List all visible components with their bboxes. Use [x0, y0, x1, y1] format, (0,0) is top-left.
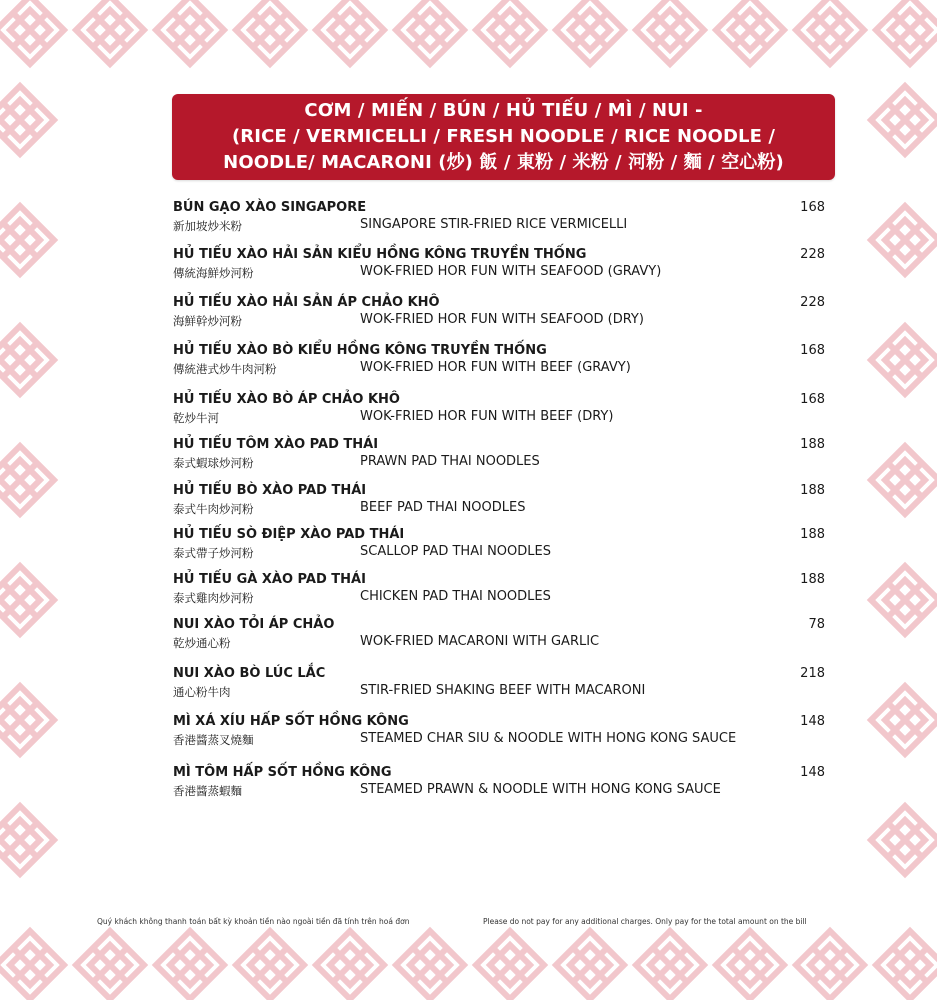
menu-item: [172, 572, 832, 612]
item-name: MÌ XÁ XÍU HẤP SỐT HỒNG KÔNG: [173, 714, 409, 729]
menu-item: [172, 714, 832, 754]
menu-item: [172, 343, 832, 383]
item-price: 148: [800, 765, 825, 780]
item-name: MÌ TÔM HẤP SỐT HỒNG KÔNG: [173, 765, 392, 780]
item-price: 218: [800, 666, 825, 681]
item-price: 188: [800, 437, 825, 452]
menu-item: [172, 437, 832, 477]
item-chinese-name: 乾炒牛河: [173, 411, 219, 425]
item-price: 228: [800, 247, 825, 262]
item-name: HỦ TIẾU XÀO HẢI SẢN ÁP CHẢO KHÔ: [173, 295, 440, 310]
item-english-name: WOK-FRIED MACARONI WITH GARLIC: [360, 634, 600, 649]
item-chinese-name: 乾炒通心粉: [173, 636, 231, 650]
header-line-2: (RICE / VERMICELLI / FRESH NOODLE / RICE NOODLE /: [231, 126, 776, 147]
item-english-name: SINGAPORE STIR-FRIED RICE VERMICELLI: [360, 217, 628, 232]
footer-note-english: Please do not pay for any additional charges. Only pay for the total amount on the bill: [483, 917, 807, 926]
footer-note-vietnamese: Quý khách không thanh toán bất kỳ khoản tiền nào ngoài tiền đã tính trên hoá đơn: [97, 917, 410, 926]
menu-item: [172, 200, 832, 240]
menu-item: [172, 527, 832, 567]
item-chinese-name: 香港醬蒸叉燒麵: [173, 733, 254, 747]
item-english-name: WOK-FRIED HOR FUN WITH SEAFOOD (GRAVY): [360, 264, 662, 279]
menu-item: [172, 666, 832, 706]
item-chinese-name: 泰式帶子炒河粉: [173, 546, 254, 560]
item-price: 168: [800, 200, 825, 215]
item-name: BÚN GẠO XÀO SINGAPORE: [173, 200, 367, 215]
item-chinese-name: 泰式蝦球炒河粉: [173, 456, 254, 470]
item-name: HỦ TIẾU XÀO BÒ KIỂU HỒNG KÔNG TRUYỀN THỐNG: [173, 343, 547, 358]
item-english-name: STEAMED PRAWN & NOODLE WITH HONG KONG SAUCE: [360, 782, 721, 797]
item-price: 168: [800, 392, 825, 407]
item-price: 228: [800, 295, 825, 310]
item-name: NUI XÀO BÒ LÚC LẮC: [173, 666, 326, 681]
item-name: HỦ TIẾU SÒ ĐIỆP XÀO PAD THÁI: [173, 527, 405, 542]
item-price: 188: [800, 527, 825, 542]
item-english-name: PRAWN PAD THAI NOODLES: [360, 454, 540, 469]
item-english-name: WOK-FRIED HOR FUN WITH BEEF (GRAVY): [360, 360, 631, 375]
item-price: 188: [800, 572, 825, 587]
menu-item: [172, 247, 832, 287]
item-price: 78: [808, 617, 825, 632]
item-english-name: STIR-FRIED SHAKING BEEF WITH MACARONI: [360, 683, 646, 698]
item-chinese-name: 通心粉牛肉: [173, 685, 231, 699]
header-line-3: NOODLE/ MACARONI (炒) 飯 / 東粉 / 米粉 / 河粉 / 麵 / 空心粉): [223, 152, 784, 173]
menu-item: [172, 392, 832, 432]
item-chinese-name: 傳統港式炒牛肉河粉: [173, 362, 277, 376]
item-name: HỦ TIẾU GÀ XÀO PAD THÁI: [173, 572, 366, 587]
menu-item: [172, 765, 832, 805]
menu-item: [172, 295, 832, 335]
item-name: HỦ TIẾU XÀO BÒ ÁP CHẢO KHÔ: [173, 392, 400, 407]
item-price: 148: [800, 714, 825, 729]
item-name: HỦ TIẾU XÀO HẢI SẢN KIỂU HỒNG KÔNG TRUYỀN THỐNG: [173, 247, 587, 262]
item-name: HỦ TIẾU BÒ XÀO PAD THÁI: [173, 483, 367, 498]
item-name: HỦ TIẾU TÔM XÀO PAD THÁI: [173, 437, 379, 452]
item-price: 168: [800, 343, 825, 358]
item-chinese-name: 新加坡炒米粉: [173, 219, 242, 233]
item-english-name: STEAMED CHAR SIU & NOODLE WITH HONG KONG SAUCE: [360, 731, 737, 746]
item-english-name: CHICKEN PAD THAI NOODLES: [360, 589, 551, 604]
item-chinese-name: 泰式牛肉炒河粉: [173, 502, 254, 516]
item-chinese-name: 海鮮幹炒河粉: [173, 314, 242, 328]
item-chinese-name: 傳統海鮮炒河粉: [173, 266, 254, 280]
item-chinese-name: 泰式雞肉炒河粉: [173, 591, 254, 605]
item-english-name: BEEF PAD THAI NOODLES: [360, 500, 526, 515]
menu-item: [172, 483, 832, 523]
header-line-1: CƠM / MIẾN / BÚN / HỦ TIẾU / MÌ / NUI -: [304, 100, 703, 121]
menu-item: [172, 617, 832, 657]
item-price: 188: [800, 483, 825, 498]
item-name: NUI XÀO TỎI ÁP CHẢO: [173, 617, 335, 632]
item-chinese-name: 香港醬蒸蝦麵: [173, 784, 242, 798]
item-english-name: WOK-FRIED HOR FUN WITH SEAFOOD (DRY): [360, 312, 644, 327]
item-english-name: SCALLOP PAD THAI NOODLES: [360, 544, 551, 559]
item-english-name: WOK-FRIED HOR FUN WITH BEEF (DRY): [360, 409, 614, 424]
